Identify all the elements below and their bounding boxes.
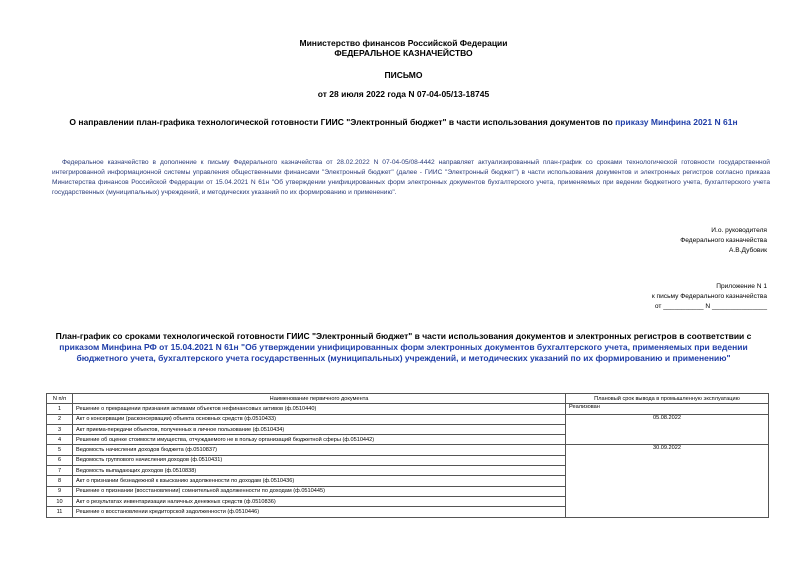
row-term: Реализован [566,404,769,414]
table-row [47,445,769,455]
table-row [47,414,769,424]
row-term: 05.08.2022 [566,414,769,445]
row-num: 1 [47,404,73,414]
treasury-name: ФЕДЕРАЛЬНОЕ КАЗНАЧЕЙСТВО [334,48,473,58]
signer-org: Федерального казначейства [680,237,767,244]
signature-block [680,226,767,256]
col-header-term: Плановый срок вывода в промышленную эксплуатацию [566,394,769,404]
plan-title-line-1: План-график со сроками технологической готовности ГИИС "Электронный бюджет" в части использования документов и электронных регистров в соответствии с [55,331,752,341]
row-num: 2 [47,414,73,424]
col-header-name: Наименование первичного документа [73,394,566,404]
letter-body [52,158,770,198]
subject-order-link[interactable]: приказу Минфина 2021 N 61н [615,117,738,127]
doc-date-number: от 28 июля 2022 года N 07-04-05/13-18745 [317,89,490,99]
row-doc-name: Решение об оценке стоимости имущества, отчуждаемого не в пользу организаций бюджетной сферы (ф.0510442) [73,435,566,445]
row-num: 10 [47,496,73,506]
doc-type: ПИСЬМО [384,70,423,80]
row-doc-name: Решение о признании (восстановлении) сомнительной задолженности по доходам (ф.0510445) [73,486,566,496]
ministry-name: Министерство финансов Российской Федерации [299,38,508,48]
row-num: 6 [47,455,73,465]
row-num: 5 [47,445,73,455]
signer-position: И.о. руководителя [711,227,767,234]
plan-title-line-2[interactable]: приказом Минфина РФ от 15.04.2021 N 61н "Об утверждении унифицированных форм электронных документов бухгалтерского учета, применяемых при ведении [59,342,748,352]
letter-header [0,38,807,58]
row-doc-name: Решение о восстановлении кредиторской задолженности (ф.0510446) [73,507,566,517]
row-doc-name: Акт о признании безнадежной к взысканию задолженности по доходам (ф.0510436) [73,476,566,486]
plan-title-line-3[interactable]: бюджетного учета, бухгалтерского учета государственных (муниципальных) учреждений, и методических указаний по их формированию и применению" [76,353,731,363]
row-num: 4 [47,435,73,445]
row-doc-name: Ведомость выпадающих доходов (ф.0510838) [73,466,566,476]
row-doc-name: Решение о прекращении признания активами объектов нефинансовых активов (ф.0510440) [73,404,566,414]
row-doc-name: Ведомость начисления доходов бюджета (ф.0510837) [73,445,566,455]
row-term: 30.09.2022 [566,445,769,517]
row-doc-name: Акт приема-передачи объектов, полученных в личное пользование (ф.0510434) [73,424,566,434]
row-doc-name: Акт о консервации (расконсервации) объекта основных средств (ф.0510433) [73,414,566,424]
row-doc-name: Ведомость группового начисления доходов (ф.0510431) [73,455,566,465]
row-num: 9 [47,486,73,496]
table-header-row [47,394,769,404]
row-num: 11 [47,507,73,517]
body-paragraph: Федеральное казначейство в дополнение к письму Федерального казначейства от 28.02.2022 N 07-04-05/08-4442 направляет актуализированный план-график со сроками технологической готовности государственной интегрированной информационной системы управления общественными финансами "Электронный бюджет" (далее - ГИИС "Электронный бюджет") в части использования документов и электронных регистров согласно приказа Министерства финансов Российской Федерации от 15.04.2021 N 61н "Об утверждении унифицированных форм электронных документов бухгалтерского учета, применяемых при ведении бюджетного учета, бухгалтерского учета государственных (муниципальных) учреждений, и методических указаний по их формированию и применению". [52,159,770,196]
row-num: 8 [47,476,73,486]
row-num: 7 [47,466,73,476]
appendix-to: к письму Федерального казначейства [651,293,767,300]
doc-subject [0,117,807,127]
appendix-from-line: от ___________ N _______________ [654,303,767,310]
appendix-title: Приложение N 1 [716,283,767,290]
appendix-block [652,282,767,312]
signer-name: А.В.Дубовик [729,247,767,254]
plan-title [30,331,777,364]
plan-table [46,393,769,518]
table-row [47,404,769,414]
col-header-num: N п/п [47,394,73,404]
subject-text: О направлении план-графика технологической готовности ГИИС "Электронный бюджет" в части использования документов по [69,117,616,127]
row-doc-name: Акт о результатах инвентаризации наличных денежных средств (ф.0510836) [73,496,566,506]
row-num: 3 [47,424,73,434]
